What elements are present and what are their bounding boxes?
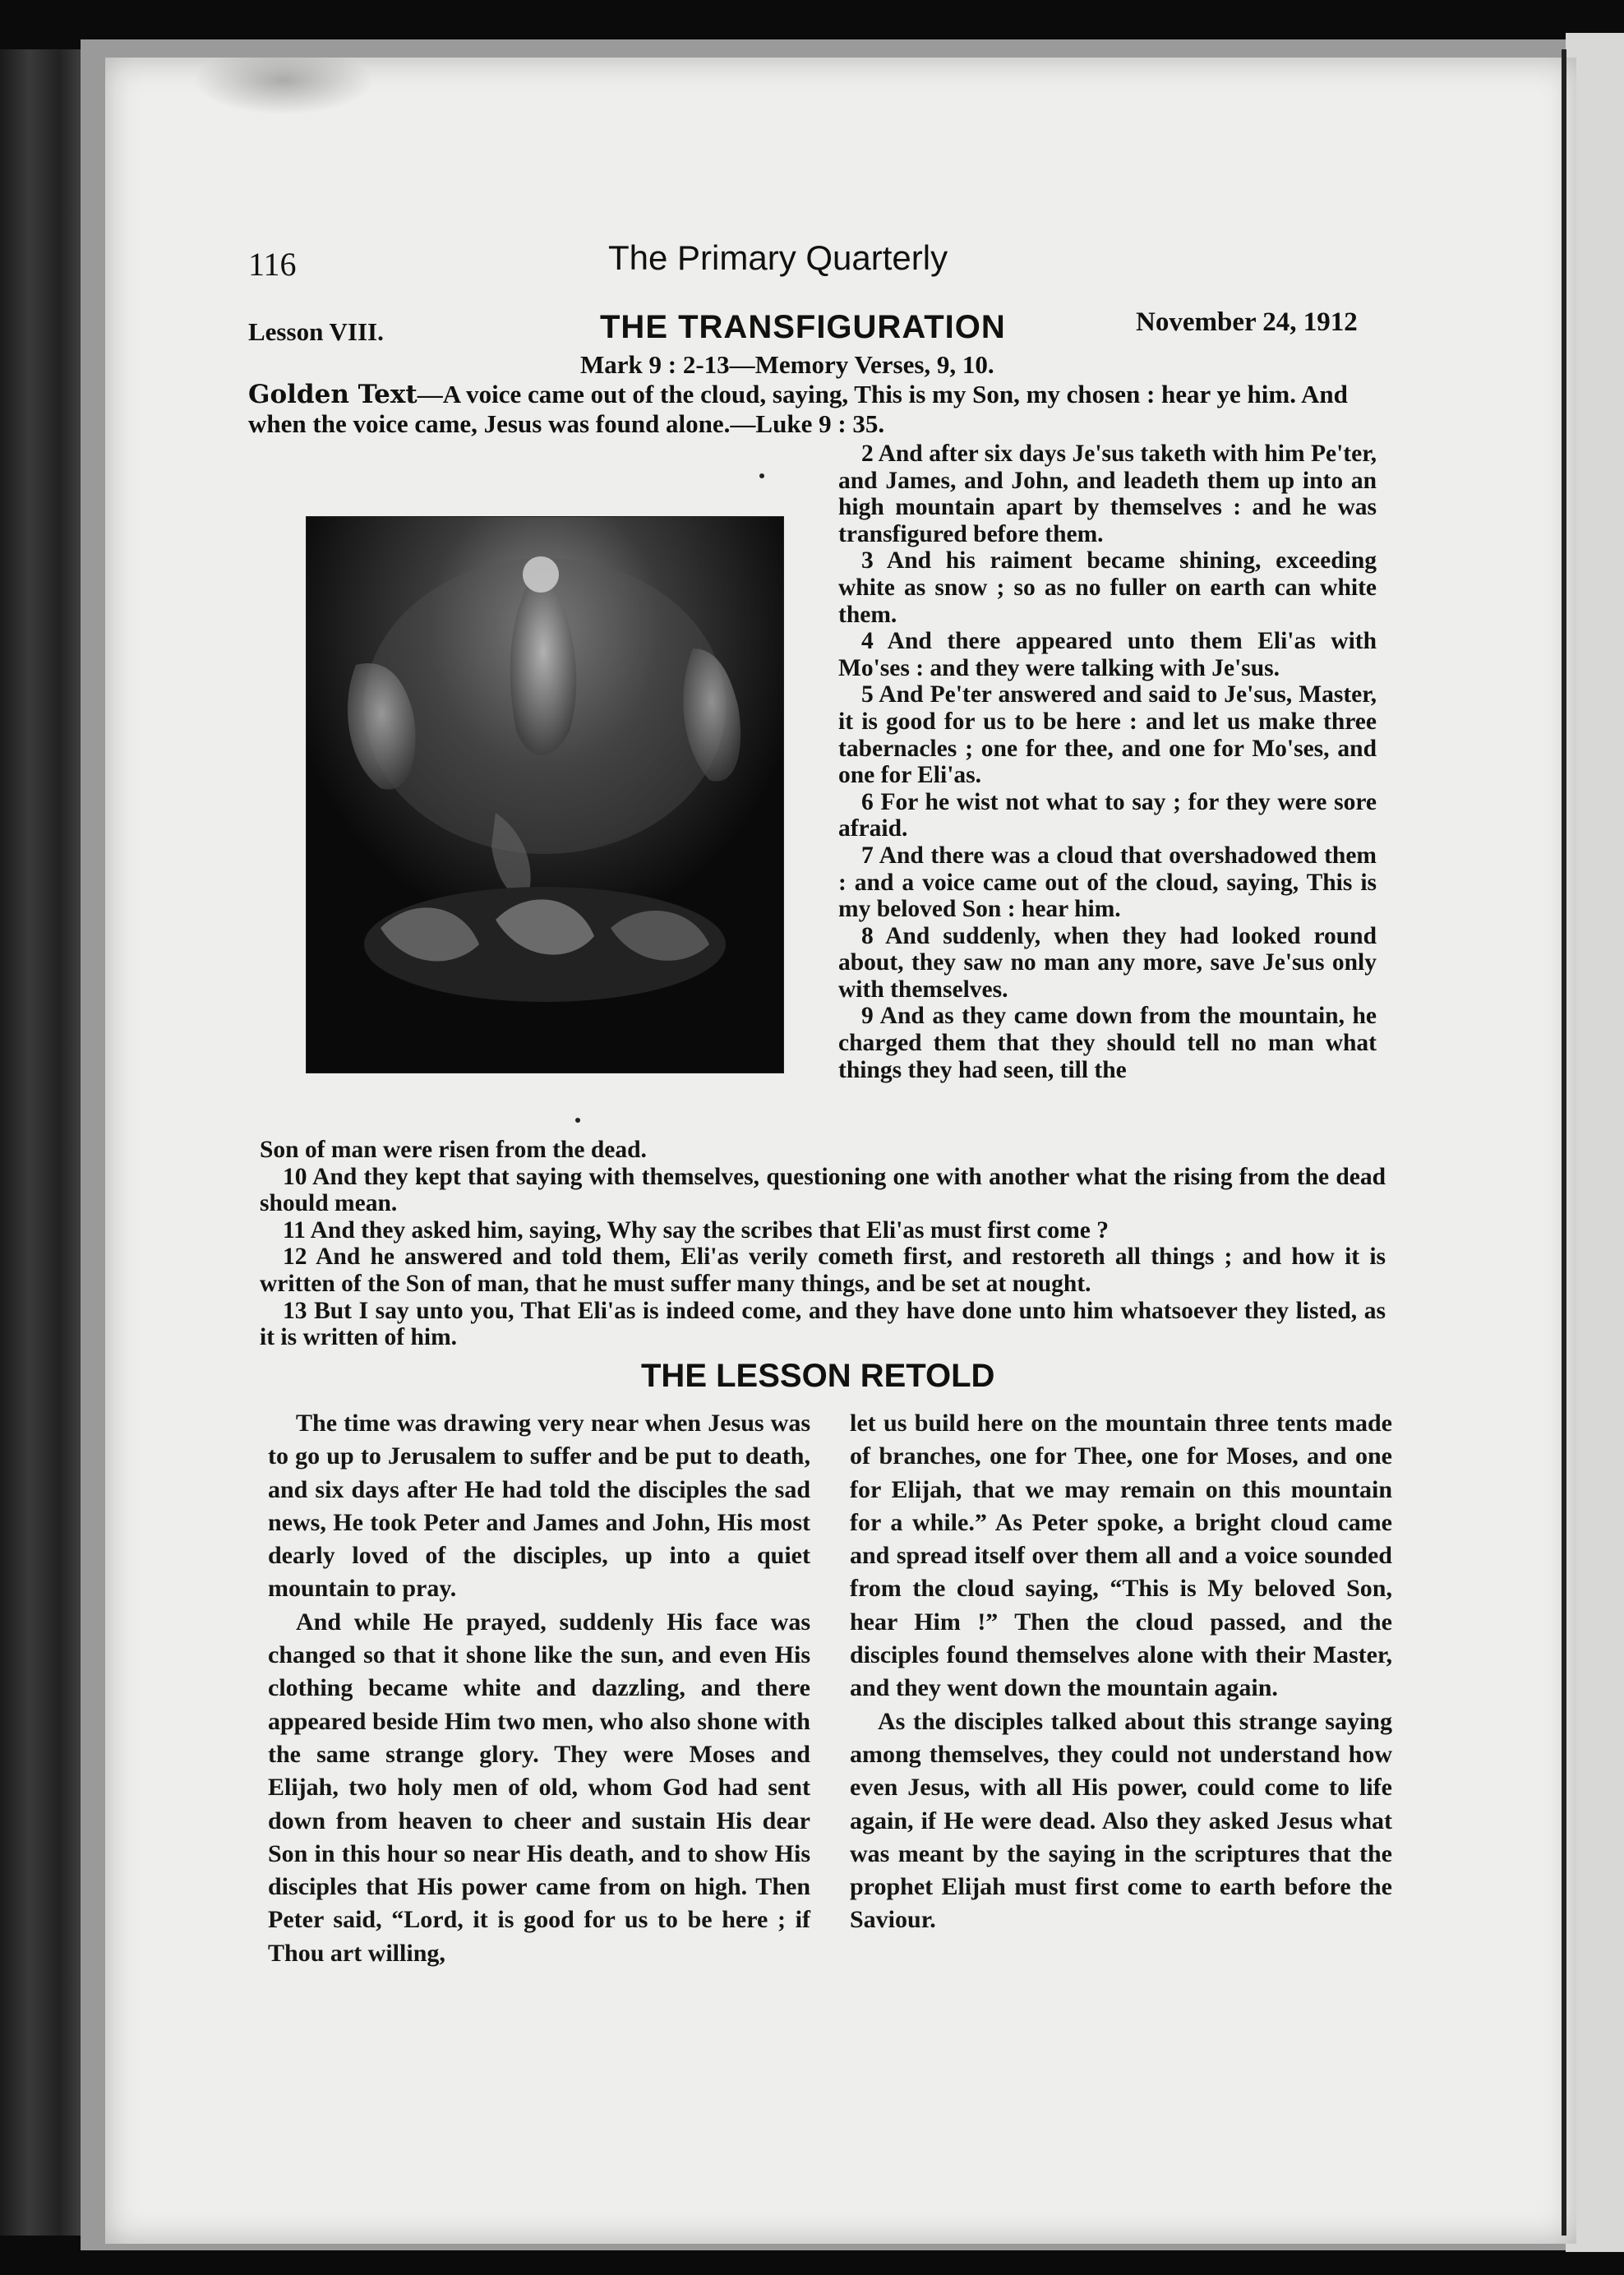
scripture-verses-full-width: [260, 1137, 1386, 1351]
golden-text-label: Golden Text: [248, 380, 418, 409]
print-speck: [575, 1118, 580, 1123]
transfiguration-illustration: [306, 516, 784, 1073]
verse: 5 And Pe'ter answered and said to Je'sus, Master, it is good for us to be here : and let us make three tabernacles ; one for thee, and one for Mo'ses, and one for Eli'as.: [838, 681, 1377, 789]
scripture-reading: Mark 9 : 2-13—Memory Verses, 9, 10.: [580, 350, 994, 379]
verse: 13 But I say unto you, That Eli'as is indeed come, and they have done unto him whatsoever they listed, as it is written of him.: [260, 1297, 1386, 1351]
page-fold: [1562, 49, 1566, 2236]
verse: 4 And there appeared unto them Eli'as with Mo'ses : and they were talking with Je'sus.: [838, 628, 1377, 681]
verse: 11 And they asked him, saying, Why say the scribes that Eli'as must first come ?: [283, 1216, 1109, 1244]
lesson-date: November 24, 1912: [1136, 307, 1358, 337]
retold-column-right: [850, 1407, 1392, 1937]
verse: 7 And there was a cloud that overshadowed them : and a voice came out of the cloud, saying, This is my beloved Son : hear him.: [838, 842, 1377, 923]
retold-column-left: [268, 1407, 810, 1970]
illustration-image: [307, 517, 783, 1073]
golden-text-body: —A voice came out of the cloud, saying, This is my Son, my chosen : hear ye him. And when the voice came, Jesus was found alone.—Luke 9 : 35.: [248, 380, 1348, 438]
retold-paragraph: And while He prayed, suddenly His face was changed so that it shone like the sun, and even His clothing became white and dazzling, and there appeared beside Him two men, who also shone with the same strange glory. They were Moses and Elijah, two holy men of old, whom God had sent down from heaven to cheer and sustain His dear Son in this hour so near His death, and to show His disciples that His power came from on high. Then Peter said, “Lord, it is good for us to be here ; if Thou art willing,: [268, 1608, 810, 1967]
verse: 9 And as they came down from the mountain, he charged them that they should tell no man what things they had seen, till the: [838, 1003, 1377, 1083]
retold-paragraph: The time was drawing very near when Jesus was to go up to Jerusalem to suffer and be put to death, and six days after He had told the disciples the sad news, He took Peter and James and John, His most dearly loved of the disciples, up into a quiet mountain to pray.: [268, 1410, 810, 1603]
lesson-title: THE TRANSFIGURATION: [600, 309, 1006, 345]
verse: 3 And his raiment became shining, exceeding white as snow ; so as no fuller on earth can white them.: [838, 547, 1377, 628]
running-title: The Primary Quarterly: [608, 238, 948, 277]
retold-heading: THE LESSON RETOLD: [641, 1358, 995, 1394]
retold-paragraph: let us build here on the mountain three tents made of branches, one for Thee, one for Moses, and one for Elijah, that we may remain on this mountain for a while.” As Peter spoke, a bright cloud came and spread itself over them all and a voice sounded from the cloud saying, “This is My beloved Son, hear Him !” Then the cloud passed, and the disciples found themselves alone with their Master, and they went down the mountain again.: [850, 1410, 1392, 1702]
verse: 2 And after six days Je'sus taketh with him Pe'ter, and James, and John, and leadeth them up into an high mountain apart by themselves : and he was transfigured before them.: [838, 441, 1377, 547]
verse: Son of man were risen from the dead.: [260, 1137, 647, 1163]
page-stain: [193, 58, 374, 115]
page-number: 116: [248, 246, 297, 283]
retold-paragraph: As the disciples talked about this strange saying among themselves, they could not understand how even Jesus, with all His power, could come to life again, if He were dead. Also they asked Jesus what was meant by the saying in the scriptures that the prophet Elijah must first come to earth before the Saviour.: [850, 1707, 1392, 1934]
verse: 12 And he answered and told them, Eli'as verily cometh first, and restoreth all things ; and how it is written of the Son of man, that he must suffer many things, and be set at nought.: [260, 1244, 1386, 1297]
lesson-number: Lesson VIII.: [248, 317, 384, 346]
verse: 10 And they kept that saying with themselves, questioning one with another what the rising from the dead should mean.: [260, 1163, 1386, 1217]
golden-text: [248, 380, 1374, 439]
scripture-verses-right-column: [838, 441, 1377, 1083]
verse: 6 For he wist not what to say ; for they were sore afraid.: [838, 788, 1377, 842]
print-speck: [759, 473, 764, 478]
verse: 8 And suddenly, when they had looked round about, they saw no man any more, save Je'sus only with themselves.: [838, 922, 1377, 1003]
